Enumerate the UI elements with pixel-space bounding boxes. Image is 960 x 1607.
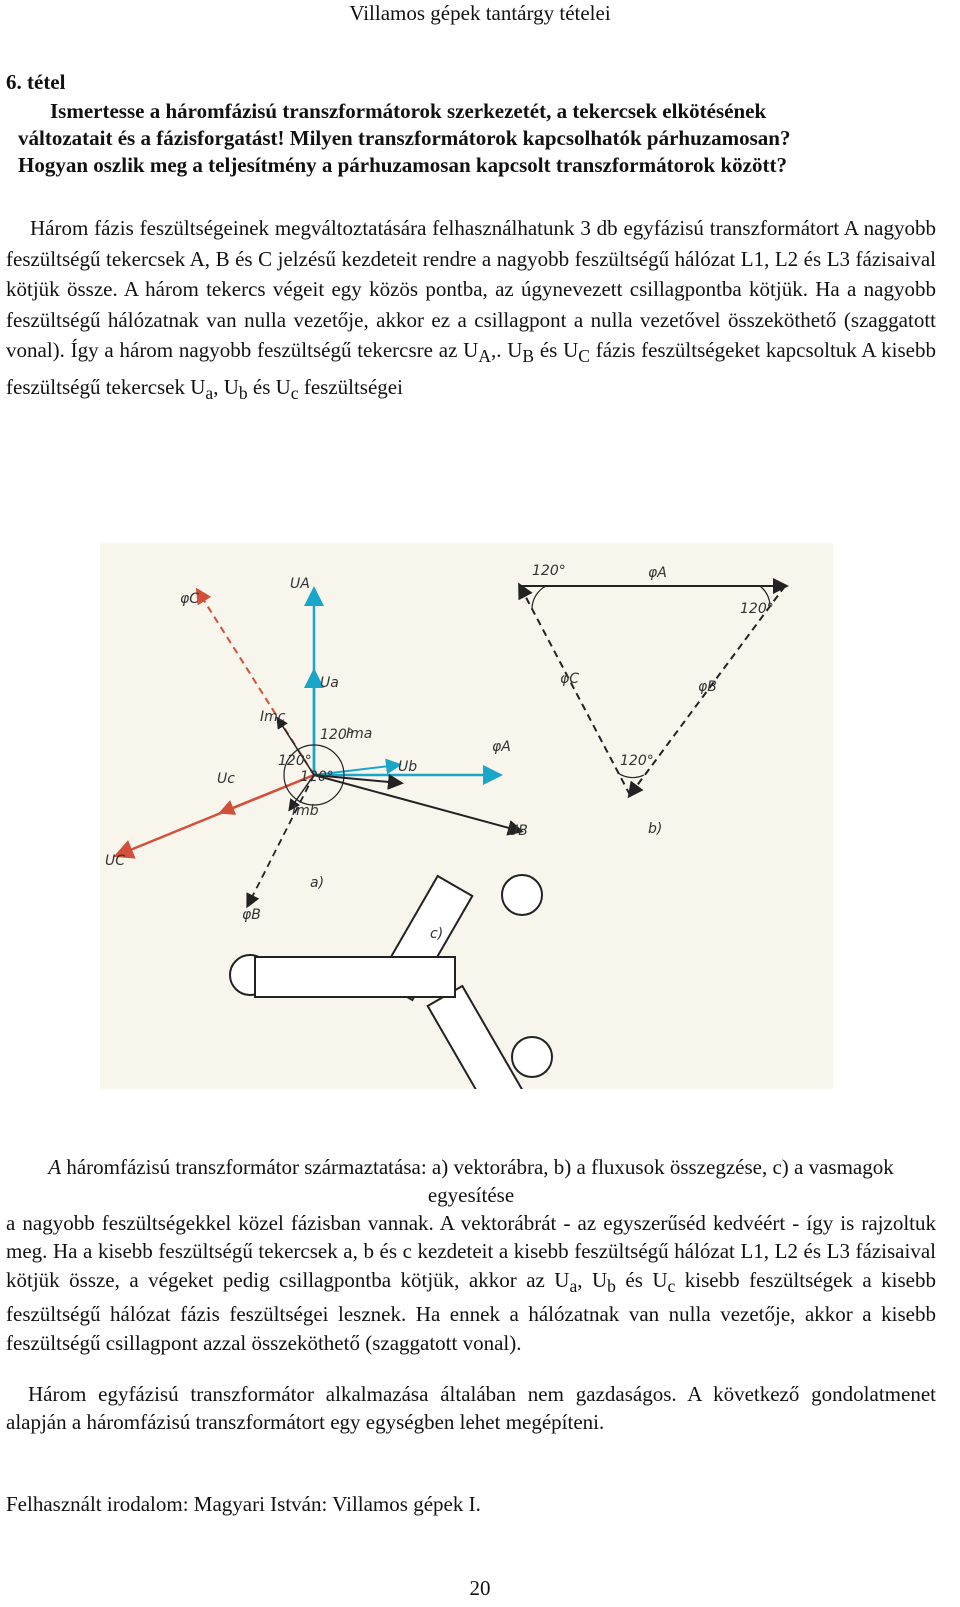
core-union-c [230,875,552,1089]
p1-text-5: , U [213,375,239,400]
label-phiA-b: φA [648,565,667,581]
label-b: b) [648,821,663,837]
label-Uc: Uc [217,771,235,787]
figure-drawing [100,543,833,1089]
p1-sub-C: C [578,346,590,367]
p1-sub-a: a [205,383,214,404]
label-Ub: Ub [398,759,418,775]
phiC-flux [520,586,630,795]
label-UC: UC [105,853,126,869]
p1-text-2: ,. U [490,338,523,363]
p1-sub-A: A [478,346,491,367]
UB-vector [314,775,520,831]
p2-text-1: a nagyobb feszültségekkel közel fázisban vannak. A vektorábrát - az egyszerűséd kedvéért - így is rajzoltuk meg. Ha a kisebb feszültségű tekercsek a, b és c kezdeteit a kisebb feszültségű hálózat L1, L2 és L3 fázisaival kötjük össze, a végeket pedig csillagpontba kötjük, akkor az U [6,1211,936,1292]
label-UB: UB [508,823,528,839]
p1-text-4: fázis feszültségeket kapcsoltuk A kisebb feszültségű tekercsek U [6,338,936,400]
label-phiB-a: φB [242,907,261,923]
label-120-b1: 120° [532,563,566,579]
question-line-2: változatait és a fázisforgatást! Milyen transzformátorok kapcsolhatók párhuzamosan? [18,126,791,150]
p2-sub-b: b [607,1276,616,1296]
figure-caption [6,1153,936,1209]
label-UA: UA [290,576,310,592]
label-a: a) [310,875,325,891]
p2-sub-c: c [667,1276,676,1296]
running-header: Villamos gépek tantárgy tételei [349,1,611,25]
p2-text-4: kisebb feszültségek a kisebb feszültségű hálózat fázis feszültségei lesznek. Ha ennek a hálózatnak van nulla vezetője, akkor a kisebb feszültségű csillagpont azzal összeköthető (szaggatott vonal). [6,1267,936,1355]
flux-triangle-b [520,563,785,837]
label-phiB-b: φB [698,679,717,695]
paragraph-1 [6,213,936,409]
bibliography: Felhasznált irodalom: Magyari István: Villamos gépek I. [6,1492,481,1516]
transformer-figure [100,543,833,1089]
p3-text: Három egyfázisú transzformátor alkalmazása általában nem gazdaságos. A következő gondolatmenet alapján a háromfázisú transzformátort egy egységben lehet megépíteni. [6,1382,936,1435]
label-Ua: Ua [320,675,339,691]
p1-sub-b: b [238,383,248,404]
p1-sub-c: c [290,383,299,404]
p1-text-6: és U [247,375,291,400]
caption-lead: A [48,1155,62,1179]
exam-question [18,98,954,179]
vector-diagram-a [105,576,528,923]
p1-text-3: és U [534,338,579,363]
p1-text-1: Három fázis feszültségeinek megváltoztatására felhasználhatunk 3 db egyfázisú transzformátort A nagyobb feszültségű tekercsek A, B és C jelzésű kezdeteit rendre a nagyobb feszültségű hálózat L1, L2 és L3 fázisaival kötjük össze. A három tekercs végeit egy közös pontba, az úgynevezett csillagpontba kötjük. Ha a nagyobb feszültségű hálózatnak van nulla vezetője, akkor ez a csillagpont a nulla vezetővel összeköthető (szaggatott vonal). Így a három nagyobb feszültségű tekercsre az U [6,216,936,363]
question-line-3: Hogyan oszlik meg a teljesítmény a párhuzamosan kapcsolt transzformátorok között? [18,153,787,177]
question-line-1: Ismertesse a háromfázisú transzformátorok szerkezetét, a tekercsek elkötésének [50,99,767,123]
label-phiA-a: φA [492,739,511,755]
p2-text-3: és U [615,1267,668,1292]
label-120-2: 120° [278,753,312,769]
label-Ima: Ima [346,726,373,742]
label-120-b2: 120° [740,601,774,617]
label-phiC: φC [180,591,200,607]
caption-text: háromfázisú transzformátor származtatása: a) vektorábra, b) a fluxusok összegzése, c) a vasmagok egyesítése [61,1155,894,1207]
label-120-b3: 120° [620,753,654,769]
p2-text-2: , U [577,1267,608,1292]
p1-sub-B: B [522,346,535,367]
page-number: 20 [469,1576,491,1600]
p1-text-7: feszültségei [298,375,403,400]
p2-sub-a: a [569,1276,578,1296]
paragraph-2 [6,1209,936,1357]
label-phiC-b: φC [560,671,580,687]
label-Imb: Imb [292,803,319,819]
label-120-1: 120° [320,727,354,743]
paragraph-3 [6,1380,936,1437]
phiB-vector [248,775,314,905]
label-c: c) [430,926,444,942]
label-120-3: 120° [300,769,334,785]
section-number: 6. tétel [6,70,66,94]
label-Imc: Imc [260,709,286,725]
